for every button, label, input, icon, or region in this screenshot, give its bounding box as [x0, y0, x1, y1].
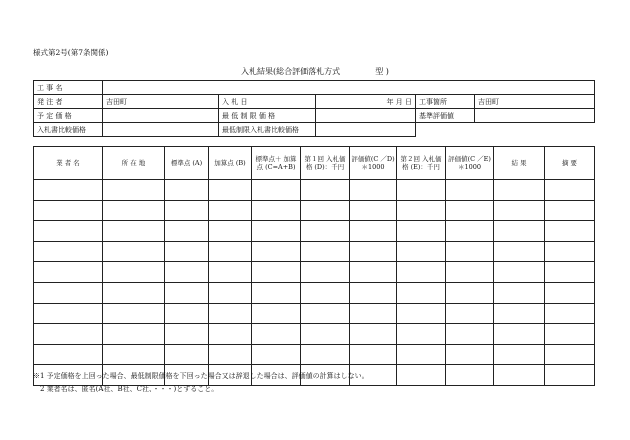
table-cell: [494, 365, 545, 386]
planned-price-label: 予 定 価 格: [34, 109, 103, 123]
table-cell: [301, 344, 350, 365]
table-row: [34, 180, 595, 201]
table-cell: [494, 200, 545, 221]
header-remarks: 摘 要: [545, 147, 595, 180]
table-cell: [209, 221, 252, 242]
table-cell: [494, 180, 545, 201]
table-cell: [446, 200, 494, 221]
min-limit-compare-label: 最低制限入札書比較価格: [219, 123, 316, 137]
table-cell: [446, 282, 494, 303]
table-cell: [397, 282, 446, 303]
bid-date-value: 年 月 日: [316, 95, 416, 109]
table-cell: [252, 282, 301, 303]
table-cell: [301, 282, 350, 303]
base-score-label: 基準評価値: [416, 109, 475, 123]
table-row: [34, 324, 595, 345]
table-cell: [446, 241, 494, 262]
table-cell: [34, 324, 103, 345]
table-cell: [494, 241, 545, 262]
table-cell: [209, 324, 252, 345]
header-evaluation-1: 評価値(C ／D)＊1000: [350, 147, 397, 180]
table-cell: [350, 221, 397, 242]
table-cell: [209, 303, 252, 324]
table-cell: [209, 200, 252, 221]
table-cell: [446, 303, 494, 324]
table-cell: [165, 221, 209, 242]
table-cell: [103, 344, 165, 365]
table-cell: [545, 365, 595, 386]
table-cell: [545, 241, 595, 262]
table-cell: [301, 180, 350, 201]
table-cell: [397, 262, 446, 283]
table-cell: [301, 262, 350, 283]
location-label: 工事箇所: [416, 95, 475, 109]
bid-compare-value: [103, 123, 219, 137]
table-cell: [446, 221, 494, 242]
table-cell: [34, 241, 103, 262]
table-cell: [494, 262, 545, 283]
document-title-text: 入札結果(総合評価落札方式: [241, 67, 341, 76]
table-cell: [252, 344, 301, 365]
table-cell: [252, 180, 301, 201]
table-cell: [446, 180, 494, 201]
table-cell: [446, 324, 494, 345]
table-cell: [494, 303, 545, 324]
bid-compare-label: 入札書比較価格: [34, 123, 103, 137]
table-cell: [545, 221, 595, 242]
min-limit-value: [316, 109, 416, 123]
table-cell: [301, 200, 350, 221]
form-number-label: 様式第2号(第7条関係): [33, 48, 109, 57]
table-cell: [165, 282, 209, 303]
table-cell: [34, 303, 103, 324]
table-cell: [103, 262, 165, 283]
table-cell: [34, 262, 103, 283]
table-cell: [165, 180, 209, 201]
table-cell: [397, 303, 446, 324]
table-cell: [545, 180, 595, 201]
table-cell: [34, 180, 103, 201]
document-title: [0, 66, 630, 77]
table-cell: [350, 303, 397, 324]
table-cell: [397, 324, 446, 345]
table-cell: [350, 282, 397, 303]
note-1: ※1 予定価格を上回った場合、最低制限価格を下回った場合又は辞退した場合は、評価値の計算はしない。: [33, 372, 369, 380]
table-cell: [34, 200, 103, 221]
results-header-row: [34, 147, 595, 180]
note-2: 2 業者名は、匿名(A社、B社、C社、・・・)とすること。: [40, 385, 219, 393]
table-cell: [34, 282, 103, 303]
table-cell: [34, 344, 103, 365]
table-cell: [252, 241, 301, 262]
base-score-value: [475, 109, 595, 123]
table-cell: [252, 221, 301, 242]
orderer-row: [34, 95, 595, 109]
table-row: [34, 344, 595, 365]
table-cell: [350, 241, 397, 262]
table-cell: [165, 344, 209, 365]
table-cell: [165, 200, 209, 221]
table-row: [34, 303, 595, 324]
project-name-label: 工 事 名: [34, 81, 103, 95]
table-cell: [103, 241, 165, 262]
table-cell: [446, 344, 494, 365]
table-cell: [545, 324, 595, 345]
header-evaluation-2: 評価値(C ／E)＊1000: [446, 147, 494, 180]
bid-date-label: 入 札 日: [219, 95, 316, 109]
table-cell: [209, 282, 252, 303]
table-cell: [301, 241, 350, 262]
table-cell: [494, 221, 545, 242]
table-cell: [545, 344, 595, 365]
table-cell: [350, 180, 397, 201]
table-cell: [209, 344, 252, 365]
document-title-suffix: 型 ): [375, 67, 389, 76]
table-cell: [252, 324, 301, 345]
header-result: 結 果: [494, 147, 545, 180]
table-cell: [103, 180, 165, 201]
table-cell: [165, 262, 209, 283]
project-name-row: [34, 81, 595, 95]
table-row: [34, 241, 595, 262]
table-row: [34, 200, 595, 221]
header-bonus-score: 加算点 (B): [209, 147, 252, 180]
header-bid-price-2: 第２回 入札価格 (E)：千円: [397, 147, 446, 180]
table-cell: [209, 180, 252, 201]
orderer-label: 発 注 者: [34, 95, 103, 109]
table-cell: [34, 221, 103, 242]
table-cell: [103, 282, 165, 303]
table-cell: [209, 262, 252, 283]
location-value: 吉田町: [475, 95, 595, 109]
table-cell: [103, 324, 165, 345]
table-cell: [350, 344, 397, 365]
table-cell: [545, 303, 595, 324]
table-cell: [494, 324, 545, 345]
table-cell: [397, 344, 446, 365]
table-cell: [301, 221, 350, 242]
compare-price-row: [34, 123, 595, 137]
min-limit-label: 最 低 制 限 価 格: [219, 109, 316, 123]
empty-area: [416, 123, 595, 137]
table-cell: [252, 303, 301, 324]
planned-price-value: [103, 109, 219, 123]
table-cell: [165, 303, 209, 324]
table-row: [34, 262, 595, 283]
table-cell: [397, 365, 446, 386]
table-cell: [545, 282, 595, 303]
header-bid-price-1: 第１回 入札価格 (D)：千円: [301, 147, 350, 180]
table-cell: [545, 262, 595, 283]
table-row: [34, 221, 595, 242]
table-cell: [350, 324, 397, 345]
table-cell: [350, 262, 397, 283]
header-standard-score: 標準点 (A): [165, 147, 209, 180]
header-company-name: 業 者 名: [34, 147, 103, 180]
table-cell: [494, 282, 545, 303]
table-row: [34, 282, 595, 303]
table-cell: [446, 262, 494, 283]
results-table: [33, 146, 595, 386]
header-address: 所 在 地: [103, 147, 165, 180]
table-cell: [350, 200, 397, 221]
table-cell: [446, 365, 494, 386]
table-cell: [397, 221, 446, 242]
orderer-value: 吉田町: [103, 95, 219, 109]
table-cell: [397, 200, 446, 221]
table-cell: [209, 241, 252, 262]
table-cell: [103, 200, 165, 221]
table-cell: [494, 344, 545, 365]
price-row: [34, 109, 595, 123]
table-cell: [165, 241, 209, 262]
table-cell: [545, 200, 595, 221]
table-cell: [301, 303, 350, 324]
table-cell: [397, 241, 446, 262]
table-cell: [301, 324, 350, 345]
header-total-score: 標準点＋ 加算点 (C=A+B): [252, 147, 301, 180]
table-cell: [252, 262, 301, 283]
table-cell: [165, 324, 209, 345]
project-info-table: [33, 80, 595, 137]
min-limit-compare-value: [316, 123, 416, 137]
table-cell: [397, 180, 446, 201]
table-cell: [103, 221, 165, 242]
table-cell: [252, 200, 301, 221]
table-cell: [103, 303, 165, 324]
project-name-value: [103, 81, 595, 95]
